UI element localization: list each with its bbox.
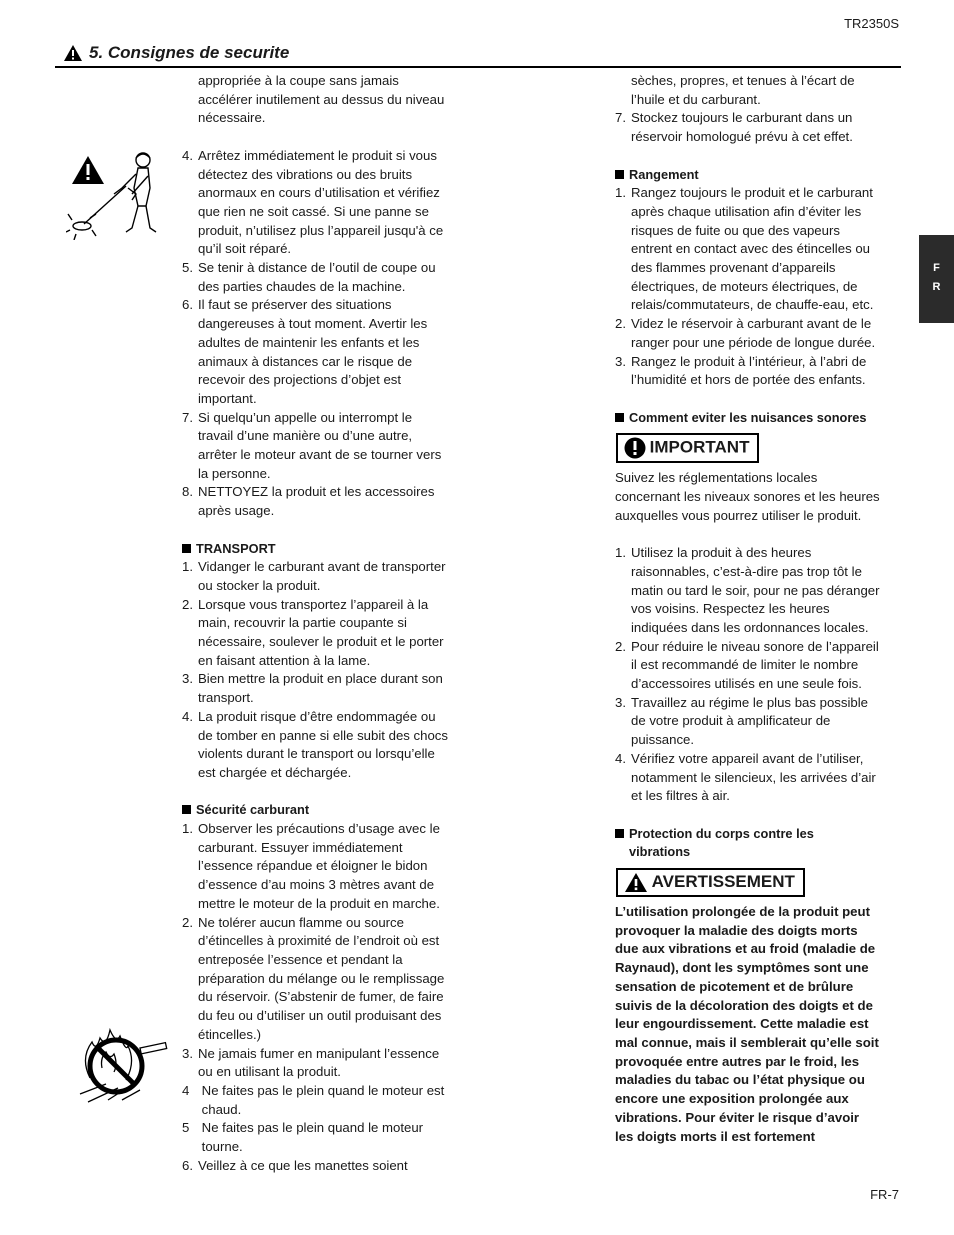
list-number: 7.	[615, 110, 626, 126]
left-column	[182, 72, 482, 1175]
text-line: animaux à distances car le risque de	[198, 353, 413, 369]
text-line: Vidanger le carburant avant de transporter	[198, 559, 446, 575]
text-line: du feu ou d’utiliser un outil produisant des	[198, 1008, 442, 1024]
list-item	[182, 914, 482, 1045]
text-line: travail d’une manière ou d’une autre,	[198, 428, 413, 444]
list-number: 2.	[615, 638, 626, 654]
text-line: après usage.	[198, 503, 275, 519]
list-item	[182, 483, 482, 520]
page-number: FR-7	[870, 1187, 899, 1202]
text-line: Rangez toujours le produit et le carburant	[631, 185, 873, 201]
bullet-square-icon	[615, 413, 624, 422]
text-line: sèches, propres, et tenues à l’écart de	[631, 73, 855, 88]
text-line: les doigts morts il est fortement	[615, 1128, 816, 1144]
list-item	[182, 147, 482, 259]
list-number: 6.	[182, 1157, 193, 1173]
text-line: puissance.	[631, 732, 695, 748]
text-line: d’essence d’au moins 3 mètres avant de	[198, 877, 435, 893]
text-line: L’utilisation prolongée de la produit peut	[615, 904, 870, 920]
heading-text: TRANSPORT	[196, 540, 276, 556]
list-item	[615, 353, 905, 390]
text-line: chaud.	[198, 1101, 242, 1117]
text-line: préparation du mélange ou le remplissage	[198, 970, 445, 986]
text-line: Stockez toujours le carburant dans un	[631, 110, 853, 126]
list-number: 4.	[182, 147, 193, 163]
text-line: relais/commutateurs, de chauffe-eau, etc.	[631, 297, 874, 313]
list-item	[182, 596, 482, 671]
text-line: de tomber en panne si elle subit des chocs	[198, 727, 448, 743]
section-heading-transport	[182, 540, 482, 559]
list-item	[182, 259, 482, 296]
text-line: des parties chaudes de la machine.	[198, 278, 406, 294]
text-line: notamment le silencieux, les arrivées d’air	[631, 769, 876, 785]
text-line: d’accessoires utilisés en une seule fois.	[631, 676, 862, 692]
list-number: 1.	[182, 559, 193, 575]
bullet-square-icon	[615, 829, 624, 838]
heading-text: Protection du corps contre les	[629, 825, 814, 841]
warning-triangle-icon	[624, 872, 648, 893]
list-item	[182, 1082, 482, 1119]
list-item	[615, 315, 905, 352]
heading-text: Rangement	[629, 166, 699, 182]
text-line: important.	[198, 390, 257, 406]
list-item	[182, 1157, 482, 1176]
text-line: d’étincelles à proximité de l’endroit où est	[198, 933, 440, 949]
important-box	[616, 433, 759, 463]
no-smoking-illustration	[70, 1018, 170, 1106]
text-line: l’huile et du carburant.	[631, 91, 761, 107]
text-line: Si quelqu’un appelle ou interrompt le	[198, 409, 413, 425]
section-heading-storage	[615, 166, 905, 185]
text-line: que rien ne soit cassé. Si une panne se	[198, 203, 429, 219]
text-line: ou en utilisant la produit.	[198, 1064, 341, 1080]
text-line: Veillez à ce que les manettes soient	[198, 1157, 408, 1173]
section-title: 5. Consignes de securite	[89, 43, 290, 62]
section-heading-noise	[615, 409, 905, 428]
text-line: appropriée à la coupe sans jamais	[198, 73, 399, 88]
text-line: La produit risque d’être endommagée ou	[198, 708, 436, 724]
text-line: électriques, de moteurs électriques, de	[631, 278, 858, 294]
list-item	[182, 1045, 482, 1082]
list-item	[182, 1119, 482, 1156]
list-number: 4.	[615, 750, 626, 766]
text-line: ranger pour une période de longue durée.	[631, 334, 876, 350]
text-line: Utilisez la produit à des heures	[631, 545, 812, 561]
bullet-square-icon	[615, 170, 624, 179]
text-line: qu’il soit réparé.	[198, 241, 292, 257]
text-line: Pour réduire le niveau sonore de l’appareil	[631, 638, 879, 654]
text-line: et les filtres à air.	[631, 788, 730, 804]
text-line: encore une exposition prolongée aux	[615, 1091, 849, 1107]
text-line: due aux vibrations et au froid (maladie de	[615, 941, 876, 957]
list-item	[615, 694, 905, 750]
text-line: risques de fuite ou que des vapeurs	[631, 222, 840, 238]
text-line: sensation de picotement et de brûlure	[615, 978, 854, 994]
text-line: mal connue, mais il semblerait qu’elle soit	[615, 1034, 879, 1050]
text-line: main, recouvrir la partie coupante si	[198, 615, 407, 631]
text-line: Arrêtez immédiatement le produit si vous	[198, 147, 437, 163]
text-line: NETTOYEZ la produit et les accessoires	[198, 484, 435, 500]
text-line: après chaque utilisation afin d’éviter les	[631, 203, 862, 219]
text-line: ou stocker la produit.	[198, 577, 321, 593]
text-line: matin ou tard le soir, pour ne pas déranger	[631, 582, 880, 598]
text-line: tourne.	[198, 1139, 243, 1155]
text-line: réservoir homologué prévu à cet effet.	[631, 129, 853, 145]
list-item	[182, 820, 482, 914]
text-line: raisonnables, c’est-à-dire pas trop tôt le	[631, 563, 862, 579]
bullet-square-icon	[182, 805, 191, 814]
text-line: Rangez le produit à l’intérieur, à l’abri de	[631, 353, 867, 369]
text-line: leur engourdissement. Cette maladie est	[615, 1016, 869, 1032]
list-number: 3.	[182, 1045, 193, 1061]
language-tab-letter: R	[932, 281, 941, 293]
list-number: 3.	[182, 671, 193, 687]
list-number: 4	[182, 1082, 190, 1098]
text-line: carburant. Essuyer immédiatement	[198, 839, 403, 855]
text-line: dangereuses à tout moment. Avertir les	[198, 316, 428, 332]
list-number: 1.	[615, 185, 626, 201]
section-heading-fuel-safety	[182, 801, 482, 820]
text-line: est chargée et déchargée.	[198, 764, 352, 780]
list-number: 1.	[182, 821, 193, 837]
text-line: vibrations. Pour éviter le risque d’avoir	[615, 1109, 860, 1125]
right-column	[615, 72, 905, 1146]
list-number: 6.	[182, 297, 193, 313]
list-item	[182, 670, 482, 707]
language-tab	[919, 235, 954, 323]
list-item	[182, 708, 482, 783]
list-item	[615, 544, 905, 638]
text-line: il est recommandé de limiter le nombre	[631, 657, 859, 673]
text-line: étincelles.)	[198, 1026, 262, 1042]
text-line: Vérifiez votre appareil avant de l’utiliser,	[631, 750, 864, 766]
text-line: l’humidité et hors de portée des enfants.	[631, 372, 866, 388]
text-line: transport.	[198, 690, 254, 706]
text-line: nécessaire.	[198, 110, 266, 126]
warning-text	[615, 903, 905, 1146]
text-line: recevoir des projections d’objet est	[198, 372, 402, 388]
section-header	[55, 42, 901, 68]
list-item	[615, 184, 905, 315]
text-line: Lorsque vous transportez l’appareil à la	[198, 596, 429, 612]
text-line: détectez des vibrations ou des bruits	[198, 166, 413, 182]
list-number: 7.	[182, 409, 193, 425]
list-number: 8.	[182, 484, 193, 500]
heading-text: Sécurité carburant	[196, 802, 310, 818]
text-line: accélérer inutilement au dessus du niveau	[198, 91, 445, 107]
text-line: Suivez les réglementations locales	[615, 470, 818, 486]
list-item	[182, 409, 482, 484]
list-number: 5	[182, 1120, 190, 1136]
bullet-square-icon	[182, 544, 191, 553]
text-line: des flammes provenant d’appareils	[631, 260, 836, 276]
text-line: Se tenir à distance de l’outil de coupe ou	[198, 260, 436, 276]
exclamation-circle-icon	[624, 437, 646, 459]
text-line: Il faut se préserver des situations	[198, 297, 392, 313]
list-number: 2.	[182, 596, 193, 612]
text-line: maladies du tabac ou l’état physique ou	[615, 1072, 865, 1088]
list-item	[615, 750, 905, 806]
list-item	[182, 296, 482, 408]
text-line: du réservoir. (S’abstenir de fumer, de faire	[198, 989, 444, 1005]
text-line: provoquer la maladie des doigts morts	[615, 922, 858, 938]
text-line: Ne faites pas le plein quand le moteur	[198, 1120, 424, 1136]
text-line: Videz le réservoir à carburant avant de le	[631, 316, 872, 332]
text-line: Bien mettre la produit en place durant son	[198, 671, 443, 687]
list-item	[615, 109, 905, 146]
text-line: provoquée entre autres par le froid, les	[615, 1053, 860, 1069]
text-line: Observer les précautions d’usage avec le	[198, 821, 440, 837]
text-line: violents durant le transport ou lorsqu’elle	[198, 746, 435, 762]
text-line: auxquelles vous pourrez utiliser le produit.	[615, 507, 862, 523]
heading-text: vibrations	[629, 844, 691, 860]
text-line: de votre produit à amplificateur de	[631, 713, 831, 729]
text-line: produit, n’utilisez plus l’appareil jusqu'à ce	[198, 222, 444, 238]
language-tab-letter: F	[933, 262, 940, 274]
text-line: suivis de la décoloration des doigts et de	[615, 997, 873, 1013]
list-item	[615, 638, 905, 694]
text-line: nécessaire, soulever le produit et le porter	[198, 634, 444, 650]
text-line: l’essence répandue et éloigner le bidon	[198, 858, 428, 874]
list-number: 3.	[615, 694, 626, 710]
list-number: 2.	[182, 914, 193, 930]
list-number: 1.	[615, 545, 626, 561]
warning-box	[616, 868, 805, 897]
list-number: 3.	[615, 353, 626, 369]
list-number: 5.	[182, 260, 193, 276]
heading-text: Comment eviter les nuisances sonores	[629, 409, 867, 425]
text-line: Ne jamais fumer en manipulant l’essence	[198, 1045, 440, 1061]
text-line: concernant les niveaux sonores et les heures	[615, 489, 880, 505]
list-item	[182, 558, 482, 595]
text-line: entreposée l’essence et pendant la	[198, 952, 403, 967]
text-line: anormaux en cours d’utilisation et vérifiez	[198, 185, 440, 201]
list-number: 4.	[182, 708, 193, 724]
operator-illustration	[66, 148, 166, 240]
text-line: entrent en contact avec des étincelles ou	[631, 241, 870, 257]
text-line: Travaillez au régime le plus bas possible	[631, 694, 869, 710]
warning-triangle-icon	[63, 44, 83, 62]
model-number: TR2350S	[844, 16, 899, 31]
text-line: en faisant attention à la lame.	[198, 652, 371, 668]
list-number: 2.	[615, 316, 626, 332]
important-label: IMPORTANT	[649, 437, 750, 457]
text-line: adultes de maintenir les enfants et les	[198, 334, 420, 350]
text-line: Raynaud), dont les symptômes sont une	[615, 960, 869, 976]
text-line: mettre le moteur de la produit en marche.	[198, 895, 440, 911]
text-line: Ne faites pas le plein quand le moteur est	[198, 1082, 445, 1098]
section-heading-vibration	[615, 825, 905, 844]
text-line: vos voisins. Respectez les heures	[631, 601, 830, 617]
text-line: la personne.	[198, 465, 271, 481]
warning-label: AVERTISSEMENT	[651, 872, 795, 892]
text-line: Ne tolérer aucun flamme ou source	[198, 914, 404, 930]
text-line: arrêter le moteur avant de se tourner vers	[198, 447, 442, 463]
text-line: indiquées dans les ordonnances locales.	[631, 619, 869, 635]
